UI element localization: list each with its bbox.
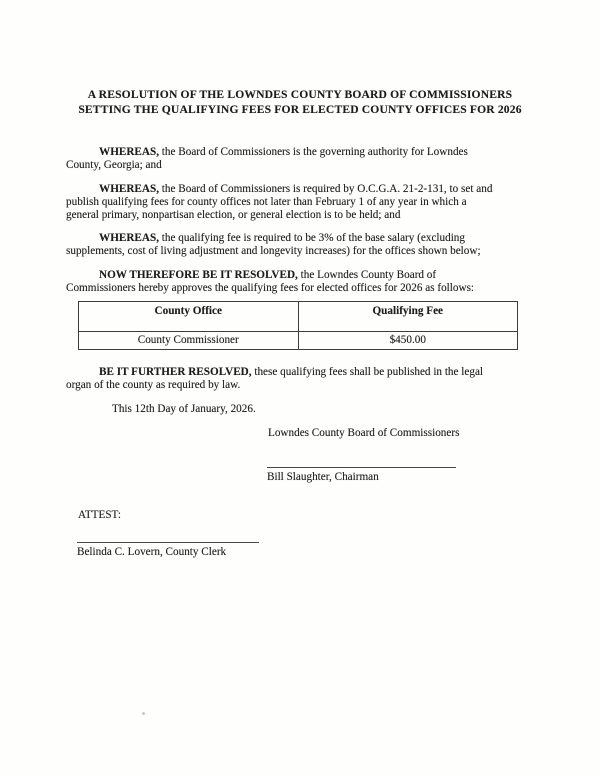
paragraph-text: the Board of Commissioners is the governing authority for Lowndes	[159, 146, 468, 158]
title-line-1: A RESOLUTION OF THE LOWNDES COUNTY BOARD OF COMMISSIONERS	[87, 88, 513, 101]
resolved-lead: NOW THEREFORE BE IT RESOLVED,	[99, 269, 298, 281]
paragraph-text: the qualifying fee is required to be 3% of the base salary (excluding	[159, 232, 465, 244]
paragraph-line: organ of the county as required by law.	[66, 379, 241, 392]
paragraph-line	[66, 366, 528, 379]
paragraph-line: general primary, nonpartisan election, or general election is to be held; and	[66, 209, 401, 222]
paragraph-line	[66, 269, 528, 282]
paragraph-line: County, Georgia; and	[66, 159, 162, 172]
organization-name: Lowndes County Board of Commissioners	[268, 427, 460, 439]
paragraph-further-resolved	[66, 366, 528, 392]
table-header-row	[79, 302, 518, 332]
paragraph-line: Commissioners hereby approves the qualifying fees for elected offices for 2026 as follows:	[66, 282, 475, 295]
paragraph-line: publish qualifying fees for county offices not later than February 1 of any year in which a	[66, 196, 467, 209]
table-header-qualifying-fee: Qualifying Fee	[298, 302, 518, 332]
paragraph-text: the Lowndes County Board of	[297, 269, 437, 281]
whereas-lead: WHEREAS,	[99, 232, 159, 244]
paragraph-text: the Board of Commissioners is required by O.C.G.A. 21-2-131, to set and	[159, 183, 493, 195]
whereas-lead: WHEREAS,	[99, 183, 159, 195]
attest-label: ATTEST:	[78, 509, 121, 521]
paragraph-line	[66, 183, 528, 196]
title-line-2: SETTING THE QUALIFYING FEES FOR ELECTED COUNTY OFFICES FOR 2026	[78, 102, 522, 116]
clerk-name: Belinda C. Lovern, County Clerk	[77, 546, 227, 558]
paragraph-line	[66, 146, 528, 159]
paragraph-resolved	[66, 269, 528, 295]
date-line: This 12th Day of January, 2026.	[112, 403, 256, 415]
table-cell-fee: $450.00	[298, 332, 518, 350]
paragraph-line: supplements, cost of living adjustment and longevity increases) for the offices shown below;	[66, 245, 481, 258]
table-row	[79, 332, 518, 350]
table-cell-office: County Commissioner	[79, 332, 299, 350]
table-header-county-office: County Office	[79, 302, 299, 332]
paragraph-whereas-1	[66, 146, 528, 172]
chairman-signature-line	[267, 467, 456, 468]
further-resolved-lead: BE IT FURTHER RESOLVED,	[99, 366, 252, 378]
paragraph-text: these qualifying fees shall be published in the legal	[251, 366, 484, 378]
paragraph-whereas-3	[66, 232, 528, 258]
qualifying-fees-table	[78, 301, 518, 350]
paragraph-line	[66, 232, 528, 245]
paragraph-whereas-2	[66, 183, 528, 223]
chairman-name: Bill Slaughter, Chairman	[267, 471, 379, 483]
scan-artifact-dot	[142, 712, 145, 715]
clerk-signature-line	[77, 542, 259, 543]
whereas-lead: WHEREAS,	[99, 146, 159, 158]
document-title	[40, 88, 560, 117]
